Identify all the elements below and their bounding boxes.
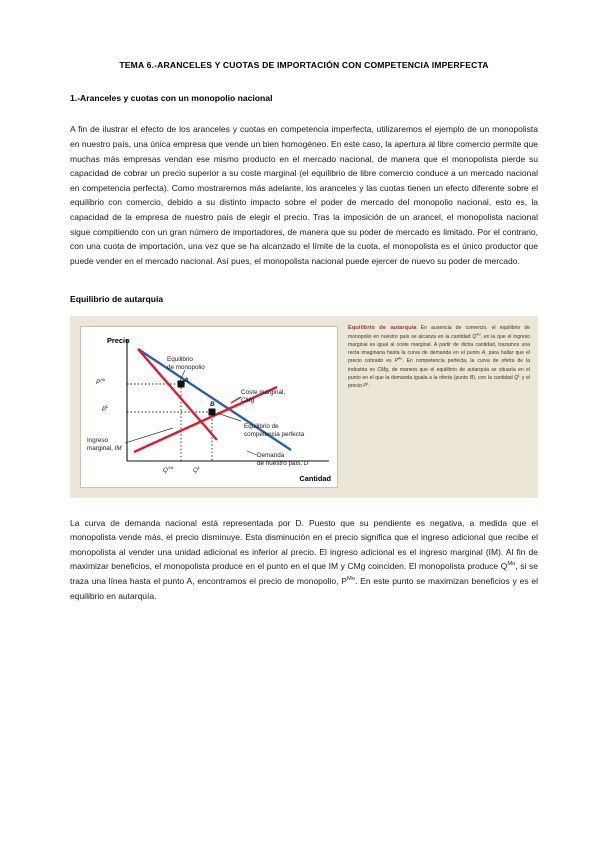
point-b-label: B [210,400,215,408]
point-a-label: A [184,376,189,384]
paragraph-demanda-part3: . En este punto se maximizan beneficios y es el equilibrio en autarquía. [70,576,538,601]
tick-price-competitive: $P^L$ [102,403,109,413]
paragraph-demanda-part1: La curva de demanda nacional está representada por D. Puesto que su pendiente es negativa, a medida que el monopolista vende más, el precio disminuye. Esta disminución en el precio significa que el ingreso adicional que recibe el monopolista al vender una unidad adicional es inferior al precio. El ingreso adicional es el ingreso marginal (IM). Al fin de maximizar beneficios, el monopolista produce en el punto en el que IM y CMg coinciden. El monopolista produce Q [70,517,538,572]
annotation-perfect-competition: Equilibrio de competencia perfecta [244,422,305,438]
paragraph-demanda [70,516,538,604]
paragraph-intro: A fin de ilustrar el efecto de los aranceles y cuotas en competencia imperfecta, utilizaremos el ejemplo de un monopolista en nuestro país, una única empresa que vende un bien homogéneo. En este caso, la apertura al libre comercio permite que muchas más empresas vendan ese mismo producto en el mercado nacional, de manera que el monopolista pierde su capacidad de cobrar un precio superior a su coste marginal (el equilibrio de libre comercio conduce a un mercado nacional en competencia perfecta). Como mostraremos más adelante, los aranceles y las cuotas tienen un efecto diferente sobre el equilibrio con comercio, debido a su distinto impacto sobre el poder de mercado del monopolio nacional, esto es, la capacidad de la empresa de nuestro país de elegir el precio. Tras la imposición de un arancel, el monopolista nacional sigue compitiendo con un gran número de importadores, de manera que su poder de mercado es limitado. Por el contrario, con una cuota de importación, una vez que se ha alcanzado el límite de la cuota, el monopolista es el único productor que puede vender en el mercado nacional. Así pues, el monopolista nacional puede ejercer de nuevo su poder de mercado. [70,124,538,266]
figure-caption-heading: Equilibrio de autarquía [348,324,417,331]
annotation-demand: Demanda de nuestro país, D [257,451,309,467]
paragraph-demanda-sup2: Mo [346,576,355,583]
leader-line-cmg [231,397,241,403]
figure-equilibrio-autarquia [70,316,538,498]
leader-line-demanda [247,451,257,455]
point-b-marker [209,408,216,415]
figure-caption-body: En ausencia de comercio, el equilibrio de monopolio en nuestro país se alcanza en la cantidad $Q^{Au}$, en la que el ingreso marginal es igual al coste marginal. A partir de dicha cantidad, trazamos una recta imaginaria hasta la curva de demanda en el punto A, para hallar que el precio cobrado es $P^{Au}$. En competencia perfecta, la curva de oferta de la industria es CMg, de manera que el equilibrio de autarquía se situaría en el punto en el que la demanda iguala a la oferta (punto B), con la cantidad $Q^L$ y el precio $P^L$. [348,324,531,390]
tick-quantity-autarky: $Q^{Au}$ [163,464,173,474]
figure-caption [338,316,538,498]
annotation-marginal-revenue: Ingreso marginal, IM [87,436,122,452]
annotation-monopoly-equilibrium: Equilibrio de monopolio [167,355,205,371]
tick-quantity-competitive: $Q^L$ [193,464,201,474]
page-title: TEMA 6.-ARANCELES Y CUOTAS DE IMPORTACIÓN CON COMPETENCIA IMPERFECTA [119,60,489,70]
tick-price-autarky: $P^{Au}$ [96,376,106,386]
section-heading-equilibrio: Equilibrio de autarquía [70,294,164,305]
annotation-marginal-cost: Coste marginal, CMg [241,388,286,404]
x-axis-label: Cantidad [299,473,331,483]
leader-line-ingreso [125,428,173,443]
section-heading-aranceles: 1.-Aranceles y cuotas con un monopolio nacional [70,93,273,104]
y-axis-label: Precio [107,335,130,345]
paragraph-demanda-part2: , si se traza una línea hasta el punto A, encontramos el precio de monopolio, P [70,561,538,587]
paragraph-demanda-sup1: Mo [507,561,516,568]
chart-plot-area [80,326,338,488]
